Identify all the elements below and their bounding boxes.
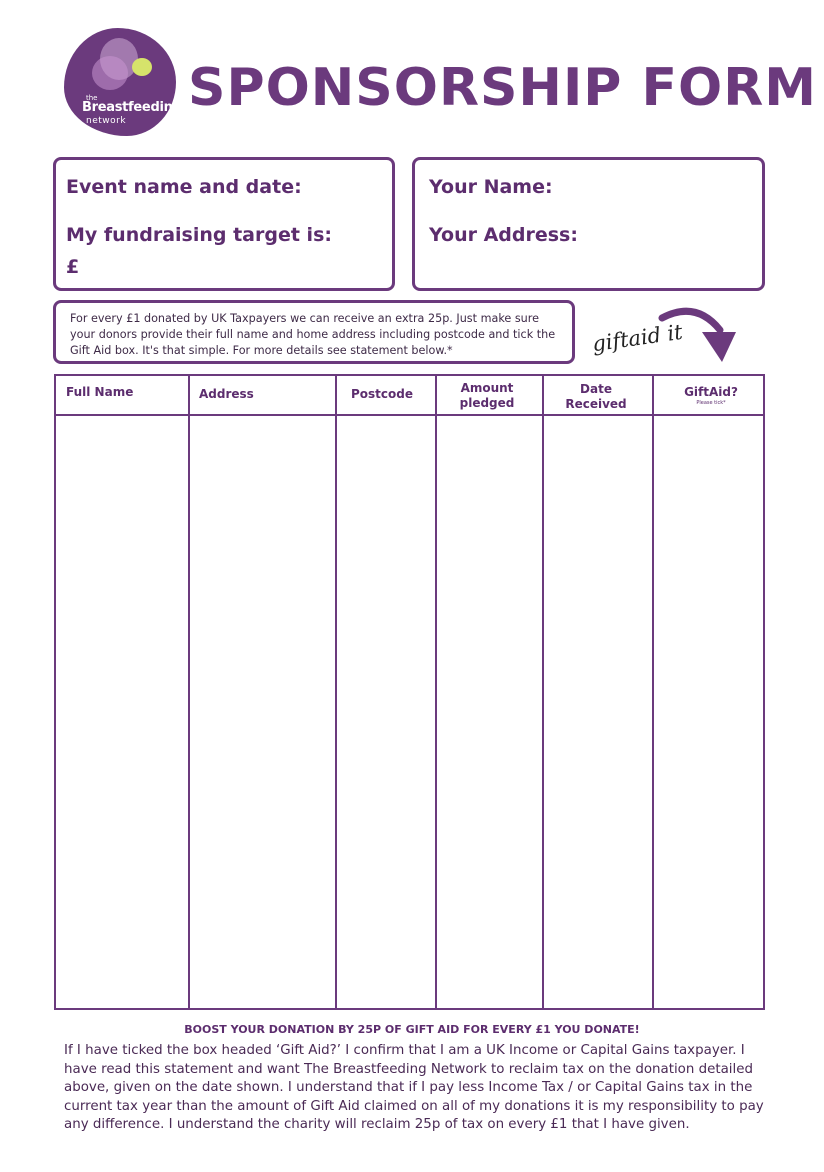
logo-text-the: the xyxy=(86,94,98,102)
gift-aid-info-box xyxy=(53,300,575,364)
logo-highlight xyxy=(92,56,128,90)
column-divider xyxy=(435,376,437,1008)
breastfeeding-network-logo xyxy=(64,28,182,136)
column-divider xyxy=(335,376,337,1008)
curved-arrow-icon xyxy=(656,304,740,366)
your-address-label: Your Address: xyxy=(429,224,578,246)
currency-symbol: £ xyxy=(66,256,80,278)
column-header-address: Address xyxy=(199,387,254,401)
column-header-date-received: Date Received xyxy=(565,382,627,411)
fundraising-target-label: My fundraising target is: xyxy=(66,224,332,246)
logo-text-network: network xyxy=(86,116,127,126)
your-name-label: Your Name: xyxy=(429,176,553,198)
column-header-full-name: Full Name xyxy=(66,385,134,399)
gift-aid-info-text: For every £1 donated by UK Taxpayers we can receive an extra 25p. Just make sure your donors provide their full name and home address including postcode and tick the Gift Aid box. It's that simple. For more details see statement below.* xyxy=(70,312,556,357)
column-header-giftaid xyxy=(676,385,746,407)
logo-text-breastfeeding: Breastfeeding xyxy=(82,100,182,115)
personal-details-box xyxy=(412,157,765,291)
header-divider xyxy=(56,414,763,416)
logo-accent-dot xyxy=(132,58,152,76)
column-divider xyxy=(542,376,544,1008)
giftaid-header-label: GiftAid? xyxy=(684,385,738,399)
column-divider xyxy=(188,376,190,1008)
column-header-amount-pledged: Amount pledged xyxy=(459,381,515,410)
giftaid-tick-note: Please tick* xyxy=(696,400,726,406)
gift-aid-boost-heading: BOOST YOUR DONATION BY 25P OF GIFT AID FOR EVERY £1 YOU DONATE! xyxy=(184,1023,640,1036)
page-title: SPONSORSHIP FORM xyxy=(188,58,818,118)
sponsorship-table xyxy=(54,374,765,1010)
event-details-box xyxy=(53,157,395,291)
column-divider xyxy=(652,376,654,1008)
column-header-postcode: Postcode xyxy=(351,387,414,401)
event-name-label: Event name and date: xyxy=(66,176,302,198)
giftaid-it-logo: giftaid it xyxy=(590,319,685,357)
gift-aid-declaration-text: If I have ticked the box headed ‘Gift Aid?’ I confirm that I am a UK Income or Capital Gains taxpayer. I have read this statement and want The Breastfeeding Network to reclaim tax on the donation detailed above, given on the date shown. I understand that if I pay less Income Tax / or Capital Gains tax in the current tax year than the amount of Gift Aid claimed on all of my donations it is my responsibility to pay any difference. I understand the charity will reclaim 25p of tax on every £1 that I have given. xyxy=(64,1043,764,1133)
